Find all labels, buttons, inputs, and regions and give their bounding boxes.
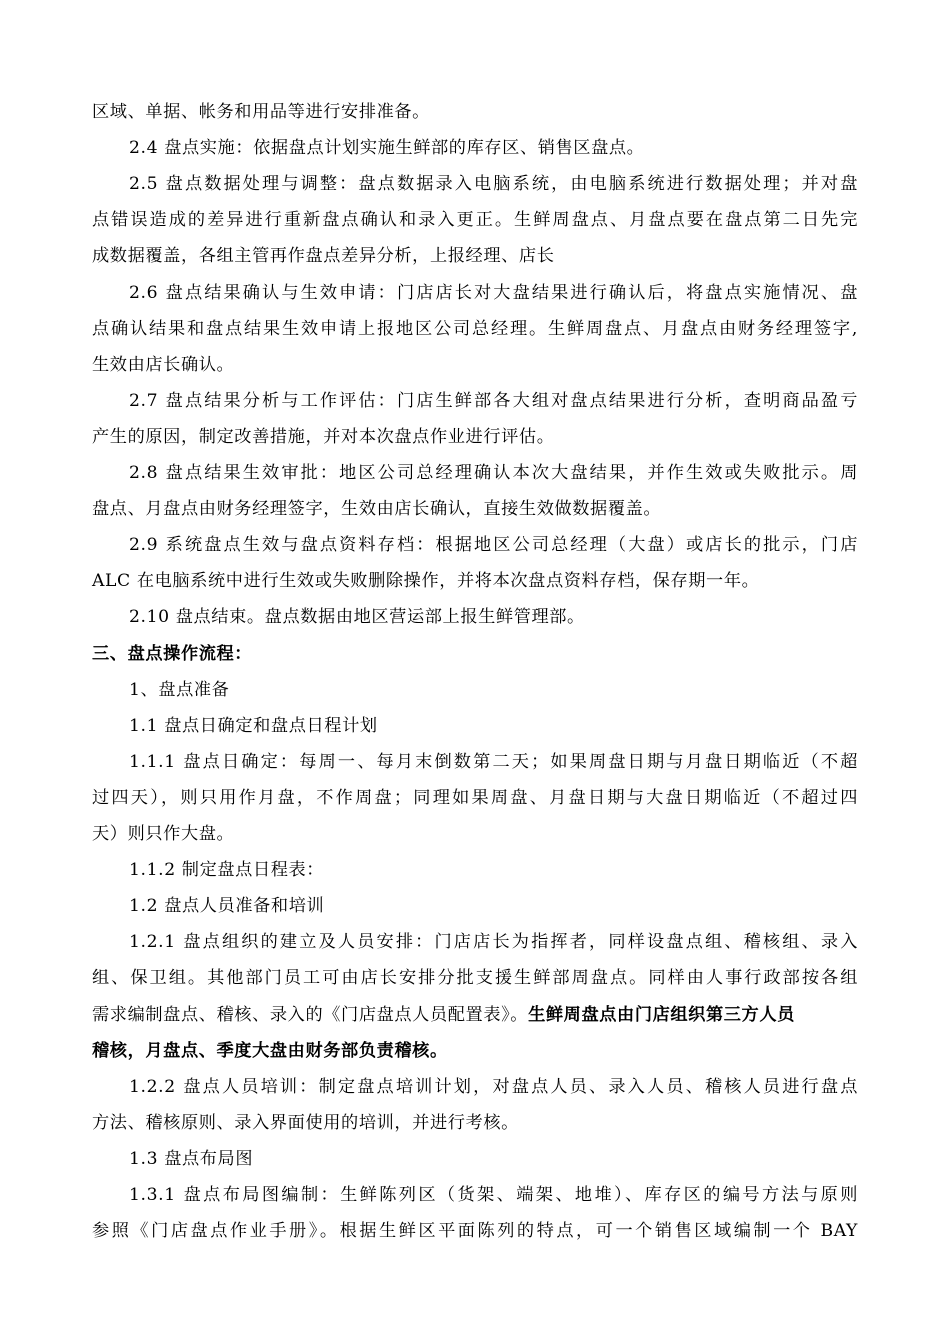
text-line: 方法、稽核原则、录入界面使用的培训，并进行考核。 xyxy=(92,1113,519,1133)
text-run: 需求编制盘点、稽核、录入的《门店盘点人员配置表》。 xyxy=(92,1005,529,1025)
text-line: 天）则只作大盘。 xyxy=(92,824,235,844)
text-line: 2.7 盘点结果分析与工作评估：门店生鲜部各大组对盘点结果进行分析，查明商品盈亏 xyxy=(129,391,858,411)
text-line: 盘点、月盘点由财务经理签字，生效由店长确认，直接生效做数据覆盖。 xyxy=(92,499,662,519)
text-line: 1.1.1 盘点日确定：每周一、每月末倒数第二天；如果周盘日期与月盘日期临近（不超 xyxy=(129,752,858,772)
text-line: 参照《门店盘点作业手册》。根据生鲜区平面陈列的特点，可一个销售区域编制一个 BAY xyxy=(92,1221,858,1241)
text-line: 2.10 盘点结束。盘点数据由地区营运部上报生鲜管理部。 xyxy=(129,607,585,627)
text-line: 组、保卫组。其他部门员工可由店长安排分批支援生鲜部周盘点。同样由人事行政部按各组 xyxy=(92,968,858,988)
bold-text-line: 稽核，月盘点、季度大盘由财务部负责稽核。 xyxy=(92,1041,448,1061)
text-line: 1.2.2 盘点人员培训：制定盘点培训计划，对盘点人员、录入人员、稽核人员进行盘点 xyxy=(129,1077,858,1097)
text-line: 生效由店长确认。 xyxy=(92,355,235,375)
section-heading: 三、盘点操作流程： xyxy=(92,644,253,664)
text-line: 区域、单据、帐务和用品等进行安排准备。 xyxy=(92,102,430,122)
text-line: 1.1 盘点日确定和盘点日程计划 xyxy=(129,716,378,736)
text-line: 2.4 盘点实施：依据盘点计划实施生鲜部的库存区、销售区盘点。 xyxy=(129,138,645,158)
text-line: 2.8 盘点结果生效审批：地区公司总经理确认本次大盘结果，并作生效或失败批示。周 xyxy=(129,463,858,483)
text-line: 1.3.1 盘点布局图编制：生鲜陈列区（货架、端架、地堆）、库存区的编号方法与原则 xyxy=(129,1185,858,1205)
text-line: 1.3 盘点布局图 xyxy=(129,1149,254,1169)
text-line: 1.2 盘点人员准备和培训 xyxy=(129,896,325,916)
text-line: 1、盘点准备 xyxy=(129,680,230,700)
text-line: 点确认结果和盘点结果生效申请上报地区公司总经理。生鲜周盘点、月盘点由财务经理签字, xyxy=(92,319,858,339)
text-line: 1.2.1 盘点组织的建立及人员安排：门店店长为指挥者，同样设盘点组、稽核组、录入 xyxy=(129,932,858,952)
text-line: 产生的原因，制定改善措施，并对本次盘点作业进行评估。 xyxy=(92,427,555,447)
text-line: 2.5 盘点数据处理与调整：盘点数据录入电脑系统，由电脑系统进行数据处理；并对盘 xyxy=(129,174,858,194)
text-line: ALC 在电脑系统中进行生效或失败删除操作，并将本次盘点资料存档，保存期一年。 xyxy=(92,571,760,591)
text-line: 成数据覆盖，各组主管再作盘点差异分析，上报经理、店长 xyxy=(92,246,555,266)
text-line: 1.1.2 制定盘点日程表： xyxy=(129,860,325,880)
text-line: 2.6 盘点结果确认与生效申请：门店店长对大盘结果进行确认后，将盘点实施情况、盘 xyxy=(129,283,858,303)
text-line: 2.9 系统盘点生效与盘点资料存档：根据地区公司总经理（大盘）或店长的批示，门店 xyxy=(129,535,858,555)
text-line: 过四天），则只用作月盘，不作周盘；同理如果周盘、月盘日期与大盘日期临近（不超过四 xyxy=(92,788,858,808)
text-line: 点错误造成的差异进行重新盘点确认和录入更正。生鲜周盘点、月盘点要在盘点第二日先完 xyxy=(92,210,858,230)
bold-text-run: 生鲜周盘点由门店组织第三方人员 xyxy=(528,1005,795,1025)
text-line xyxy=(92,1003,795,1027)
